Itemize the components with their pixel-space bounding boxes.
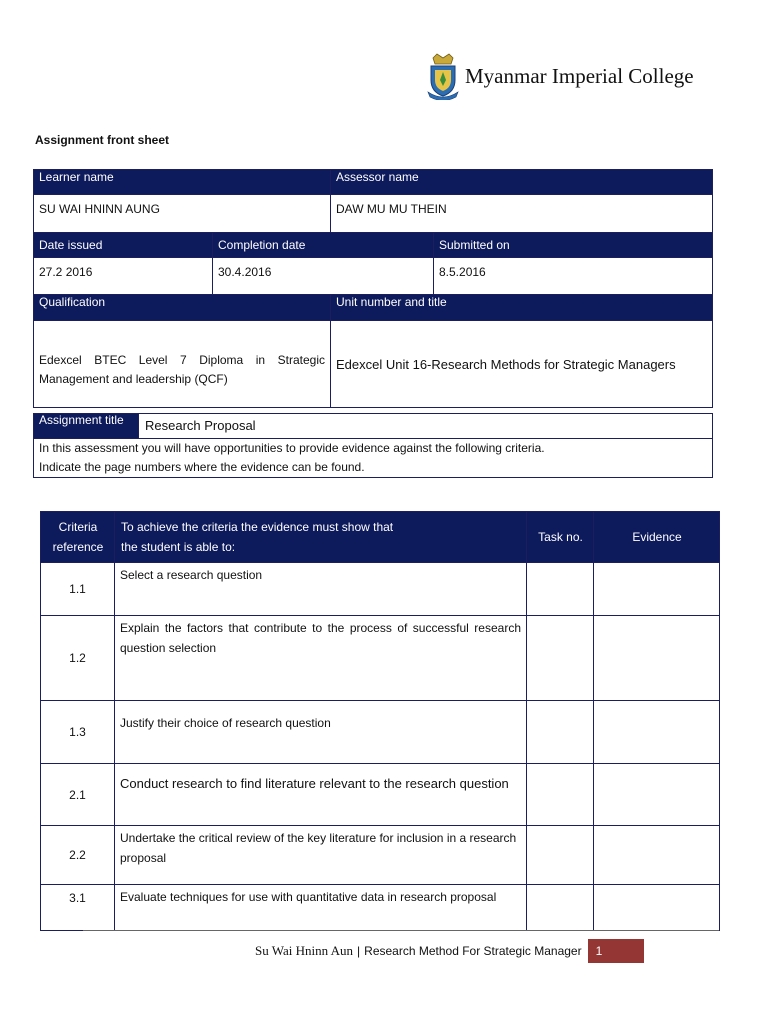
qualification-value: Edexcel BTEC Level 7 Diploma in Strategic Management and leadership (QCF)	[34, 321, 331, 408]
table-row	[41, 885, 720, 931]
footer-separator: |	[357, 944, 361, 958]
learner-name-value: SU WAI HNINN AUNG	[34, 195, 331, 233]
learner-name-label: Learner name	[34, 170, 331, 195]
table-row	[41, 616, 720, 701]
date-issued-label: Date issued	[34, 233, 213, 258]
criteria-description-header: To achieve the criteria the evidence must show that the student is able to:	[115, 512, 527, 563]
evidence-header: Evidence	[594, 512, 720, 563]
task-number-header: Task no.	[527, 512, 594, 563]
footer-author: Su Wai Hninn Aun	[255, 943, 354, 958]
submitted-on-label: Submitted on	[434, 233, 713, 258]
criteria-ref: 2.2	[41, 826, 115, 885]
learner-details-table	[33, 169, 713, 408]
college-logo	[425, 52, 694, 100]
submitted-on-value: 8.5.2016	[434, 258, 713, 295]
criteria-ref: 1.3	[41, 701, 115, 764]
footer-divider	[83, 930, 719, 931]
table-row	[41, 826, 720, 885]
evidence-cell[interactable]	[594, 764, 720, 826]
completion-date-label: Completion date	[213, 233, 434, 258]
criteria-text: Conduct research to find literature relevant to the research question	[115, 764, 527, 826]
task-cell[interactable]	[527, 826, 594, 885]
task-cell[interactable]	[527, 764, 594, 826]
assessor-name-value: DAW MU MU THEIN	[331, 195, 713, 233]
criteria-table	[40, 511, 720, 931]
instruction-line: Indicate the page numbers where the evidence can be found.	[39, 460, 365, 474]
evidence-cell[interactable]	[594, 616, 720, 701]
task-cell[interactable]	[527, 885, 594, 931]
footer-title: Research Method For Strategic Manager	[364, 944, 582, 958]
assignment-title-value: Research Proposal	[139, 414, 713, 439]
criteria-reference-header: Criteria reference	[41, 512, 115, 563]
date-issued-value: 27.2 2016	[34, 258, 213, 295]
assignment-instructions	[34, 439, 713, 478]
task-cell[interactable]	[527, 616, 594, 701]
page-footer	[255, 939, 644, 963]
page-title: Assignment front sheet	[35, 133, 170, 147]
instruction-line: In this assessment you will have opportunities to provide evidence against the following criteria.	[39, 441, 545, 455]
criteria-ref: 2.1	[41, 764, 115, 826]
unit-value: Edexcel Unit 16-Research Methods for Strategic Managers	[331, 321, 713, 408]
evidence-cell[interactable]	[594, 885, 720, 931]
crest-icon	[425, 52, 461, 100]
page-number: 1	[588, 939, 644, 963]
evidence-cell[interactable]	[594, 701, 720, 764]
evidence-cell[interactable]	[594, 826, 720, 885]
criteria-ref: 1.1	[41, 563, 115, 616]
criteria-text: Select a research question	[115, 563, 527, 616]
criteria-text: Undertake the critical review of the key literature for inclusion in a research proposal	[115, 826, 527, 885]
evidence-cell[interactable]	[594, 563, 720, 616]
assessor-name-label: Assessor name	[331, 170, 713, 195]
criteria-ref: 1.2	[41, 616, 115, 701]
table-row	[41, 701, 720, 764]
assignment-table	[33, 413, 713, 478]
criteria-ref: 3.1	[41, 885, 115, 931]
task-cell[interactable]	[527, 563, 594, 616]
unit-label: Unit number and title	[331, 295, 713, 321]
qualification-label: Qualification	[34, 295, 331, 321]
assignment-title-label: Assignment title	[34, 414, 139, 439]
college-name: Myanmar Imperial College	[465, 63, 694, 88]
table-row	[41, 764, 720, 826]
task-cell[interactable]	[527, 701, 594, 764]
completion-date-value: 30.4.2016	[213, 258, 434, 295]
table-row	[41, 563, 720, 616]
criteria-text: Justify their choice of research question	[115, 701, 527, 764]
criteria-text: Explain the factors that contribute to the process of successful research question selection	[115, 616, 527, 701]
criteria-text: Evaluate techniques for use with quantitative data in research proposal	[115, 885, 527, 931]
